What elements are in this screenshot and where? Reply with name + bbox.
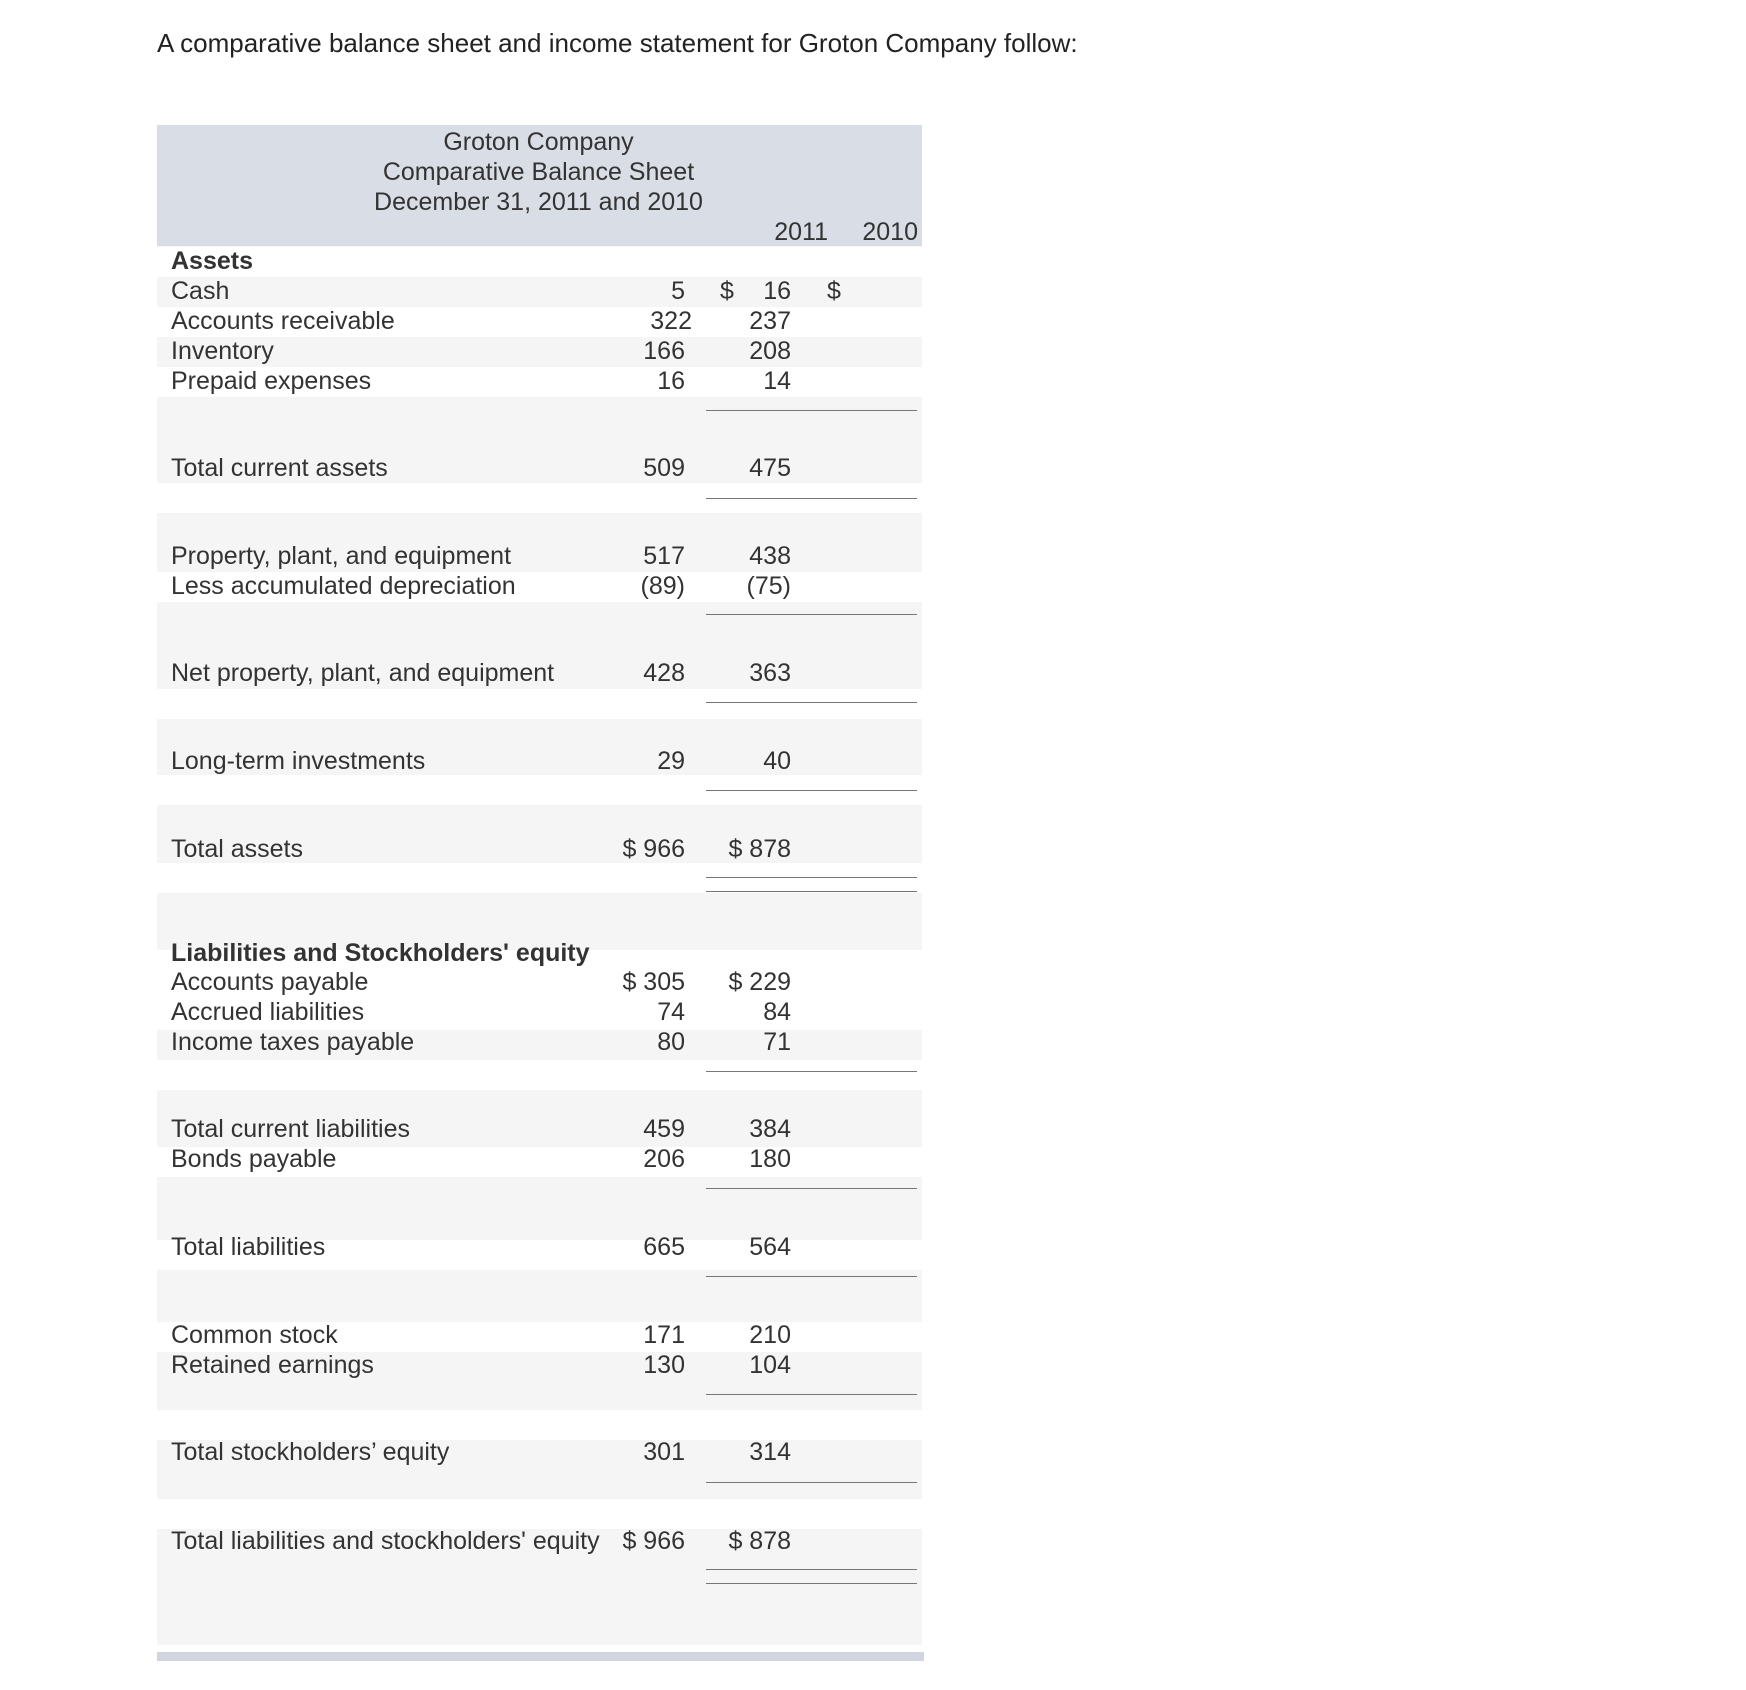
value-2010: $ 878 [728,835,791,863]
value-2010: 438 [749,542,791,570]
value-2011: $ 966 [622,835,685,863]
row-label: Cash [171,277,230,305]
value-2011: 428 [643,659,685,687]
table-row [157,571,922,601]
double-rule-bottom [706,891,917,892]
table-row [157,1437,922,1467]
value-2011: 130 [643,1351,685,1379]
row-label: Total assets [171,835,304,863]
row-label: Total current liabilities [171,1115,410,1143]
table-row [157,541,922,571]
table-row [157,658,922,688]
value-2010: 14 [763,367,791,395]
value-2010: 208 [749,337,791,365]
subtotal-rule [706,1482,917,1483]
table-bottom-bar [157,1652,924,1661]
value-2010: 104 [749,1351,791,1379]
double-rule-top [706,1569,917,1570]
subtotal-rule [706,1071,917,1072]
statement-title: Comparative Balance Sheet [382,158,695,186]
row-label: Total liabilities and stockholders' equity [171,1527,600,1555]
table-row [157,1320,922,1350]
liabilities-heading-row [157,938,922,968]
value-2010: 84 [763,998,791,1026]
row-label: Total liabilities [171,1233,326,1261]
value-2011: 301 [643,1438,685,1466]
row-band [157,863,922,893]
subtotal-rule [706,498,917,499]
company-name: Groton Company [443,128,634,156]
value-2011: 206 [643,1145,685,1173]
table-row [157,1114,922,1144]
table-row [157,1350,922,1380]
row-label: Less accumulated depreciation [171,572,516,600]
assets-heading: Assets [171,247,253,275]
value-2011: 5 [671,277,685,305]
value-2010: $ 229 [728,968,791,996]
value-2010: 180 [749,1145,791,1173]
subtotal-rule [706,1276,917,1277]
value-2010: 237 [749,307,791,335]
value-2011: 74 [657,998,685,1026]
table-row [157,1027,922,1057]
row-label: Accounts payable [171,968,369,996]
column-year-2011: 2011 [774,218,828,246]
row-label: Property, plant, and equipment [171,542,512,570]
intro-text: A comparative balance sheet and income statement for Groton Company follow: [157,28,1078,58]
value-2011: $ 305 [622,968,685,996]
value-2010: 384 [749,1115,791,1143]
subtotal-rule [706,1188,917,1189]
value-2011: 322 [650,307,692,335]
value-2010: 475 [749,454,791,482]
table-row [157,746,922,776]
table-header [157,125,922,246]
value-2011: 517 [643,542,685,570]
value-2010: 314 [749,1438,791,1466]
value-2010: $ 878 [728,1527,791,1555]
table-row [157,1526,922,1556]
table-row [157,306,922,336]
row-label: Long-term investments [171,747,426,775]
value-2011: $ 966 [622,1527,685,1555]
value-2011: 29 [657,747,685,775]
value-2010: 16 [763,277,791,305]
value-2011: (89) [640,572,685,600]
row-label: Inventory [171,337,274,365]
subtotal-rule [706,614,917,615]
value-2010: 40 [763,747,791,775]
subtotal-rule [706,410,917,411]
subtotal-rule [706,702,917,703]
row-label: Net property, plant, and equipment [171,659,555,687]
row-band [157,1410,922,1440]
double-rule-bottom [706,1583,917,1584]
value-2011: 80 [657,1028,685,1056]
row-label: Accounts receivable [171,307,395,335]
value-2010: 71 [763,1028,791,1056]
assets-heading-row [157,246,922,276]
table-row [157,453,922,483]
row-label: Prepaid expenses [171,367,372,395]
statement-date: December 31, 2011 and 2010 [374,188,703,216]
subtotal-rule [706,790,917,791]
row-band [157,1060,922,1090]
table-row [157,1232,922,1262]
value-2010: 363 [749,659,791,687]
row-label: Retained earnings [171,1351,374,1379]
row-label: Accrued liabilities [171,998,365,1026]
value-2011: 665 [643,1233,685,1261]
value-2011: 459 [643,1115,685,1143]
row-label: Bonds payable [171,1145,337,1173]
subtotal-rule [706,1394,917,1395]
row-label: Total stockholders’ equity [171,1438,450,1466]
double-rule-top [706,877,917,878]
table-row [157,997,922,1027]
column-year-2010: 2010 [862,218,918,246]
row-label: Income taxes payable [171,1028,415,1056]
row-band [157,1499,922,1529]
table-row [157,1144,922,1174]
table-row [157,336,922,366]
dollar-sign: $ [827,277,841,305]
value-2010: (75) [746,572,791,600]
value-2010: 210 [749,1321,791,1349]
liabilities-heading: Liabilities and Stockholders' equity [171,939,590,967]
dollar-sign: $ [720,277,734,305]
value-2010: 564 [749,1233,791,1261]
table-row [157,366,922,396]
table-row [157,276,922,306]
row-band [157,689,922,719]
row-label: Total current assets [171,454,388,482]
table-row [157,967,922,997]
value-2011: 16 [657,367,685,395]
value-2011: 166 [643,337,685,365]
value-2011: 171 [643,1321,685,1349]
table-row [157,834,922,864]
row-label: Common stock [171,1321,338,1349]
value-2011: 509 [643,454,685,482]
